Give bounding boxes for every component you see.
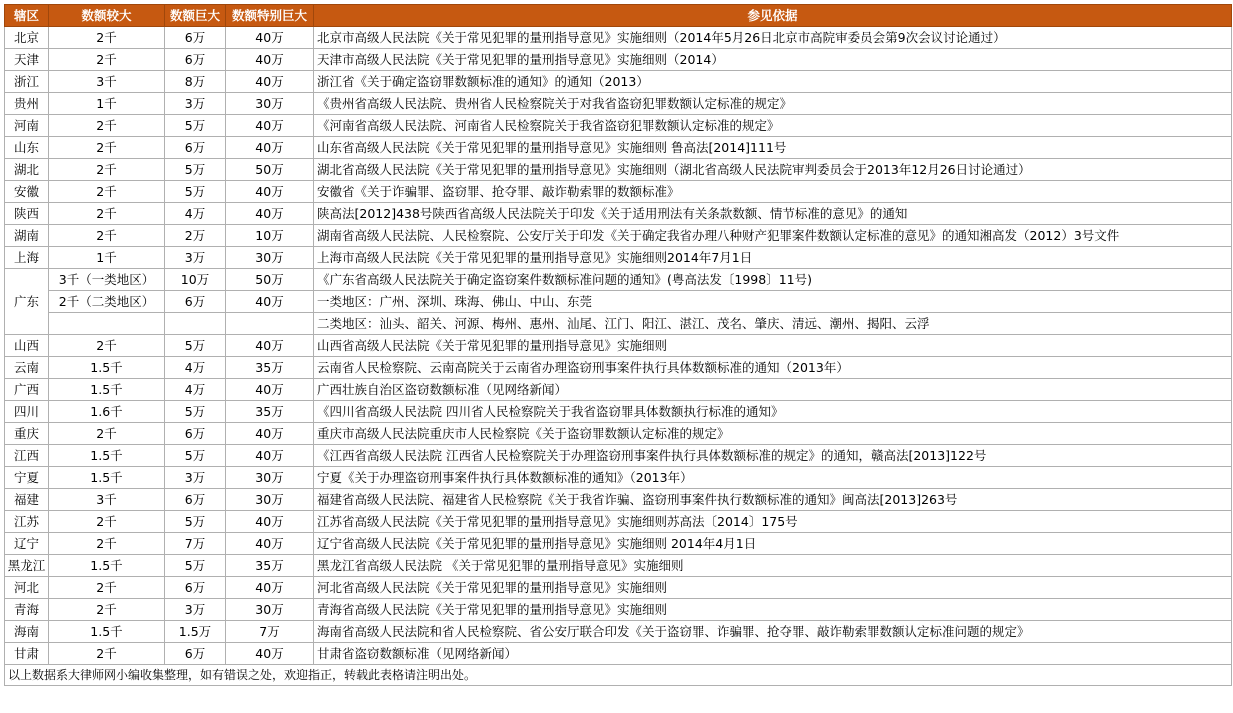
xhuge-cell: 40万 — [226, 49, 314, 71]
xhuge-cell: 30万 — [226, 93, 314, 115]
header-xhuge: 数额特别巨大 — [226, 5, 314, 27]
table-row — [5, 423, 1232, 445]
huge-cell: 3万 — [165, 467, 226, 489]
xhuge-cell: 30万 — [226, 247, 314, 269]
huge-cell: 10万 — [165, 269, 226, 291]
huge-cell: 5万 — [165, 401, 226, 423]
xhuge-cell: 40万 — [226, 291, 314, 313]
basis-cell: 福建省高级人民法院、福建省人民检察院《关于我省诈骗、盗窃刑事案件执行数额标准的通知》闽高法[2013]263号 — [314, 489, 1232, 511]
region-cell: 黑龙江 — [5, 555, 49, 577]
large-cell: 1.5千 — [49, 357, 165, 379]
table-row — [5, 203, 1232, 225]
basis-cell: 云南省人民检察院、云南高院关于云南省办理盗窃刑事案件执行具体数额标准的通知（2013年） — [314, 357, 1232, 379]
basis-cell: 北京市高级人民法院《关于常见犯罪的量刑指导意见》实施细则（2014年5月26日北京市高院审委员会第9次会议讨论通过） — [314, 27, 1232, 49]
region-cell: 河北 — [5, 577, 49, 599]
large-cell: 3千 — [49, 489, 165, 511]
basis-cell: 陕高法[2012]438号陕西省高级人民法院关于印发《关于适用刑法有关条款数额、情节标准的意见》的通知 — [314, 203, 1232, 225]
huge-cell: 5万 — [165, 115, 226, 137]
basis-cell: 《贵州省高级人民法院、贵州省人民检察院关于对我省盗窃犯罪数额认定标准的规定》 — [314, 93, 1232, 115]
region-cell: 湖南 — [5, 225, 49, 247]
region-cell: 北京 — [5, 27, 49, 49]
large-cell: 2千 — [49, 423, 165, 445]
region-cell: 天津 — [5, 49, 49, 71]
table-row — [5, 71, 1232, 93]
xhuge-cell: 40万 — [226, 379, 314, 401]
region-cell: 青海 — [5, 599, 49, 621]
table-row — [5, 489, 1232, 511]
large-cell: 2千 — [49, 49, 165, 71]
large-cell: 2千 — [49, 533, 165, 555]
region-cell: 辽宁 — [5, 533, 49, 555]
table-body-upper — [5, 27, 1232, 269]
large-cell: 1.5千 — [49, 379, 165, 401]
table-body-lower — [5, 335, 1232, 665]
region-cell: 湖北 — [5, 159, 49, 181]
huge-cell: 1.5万 — [165, 621, 226, 643]
xhuge-cell — [226, 313, 314, 335]
huge-cell: 3万 — [165, 247, 226, 269]
xhuge-cell: 30万 — [226, 467, 314, 489]
xhuge-cell: 35万 — [226, 555, 314, 577]
xhuge-cell: 50万 — [226, 159, 314, 181]
huge-cell: 6万 — [165, 643, 226, 665]
xhuge-cell: 7万 — [226, 621, 314, 643]
basis-cell: 湖南省高级人民法院、人民检察院、公安厅关于印发《关于确定我省办理八种财产犯罪案件数额认定标准的意见》的通知湘高发（2012）3号文件 — [314, 225, 1232, 247]
table-row — [5, 401, 1232, 423]
large-cell: 2千 — [49, 27, 165, 49]
table-row — [5, 555, 1232, 577]
region-cell: 海南 — [5, 621, 49, 643]
region-cell: 安徽 — [5, 181, 49, 203]
huge-cell: 6万 — [165, 577, 226, 599]
region-cell: 宁夏 — [5, 467, 49, 489]
table-row — [5, 49, 1232, 71]
xhuge-cell: 10万 — [226, 225, 314, 247]
large-cell: 2千 — [49, 115, 165, 137]
xhuge-cell: 40万 — [226, 445, 314, 467]
basis-cell: 天津市高级人民法院《关于常见犯罪的量刑指导意见》实施细则（2014） — [314, 49, 1232, 71]
basis-cell: 青海省高级人民法院《关于常见犯罪的量刑指导意见》实施细则 — [314, 599, 1232, 621]
xhuge-cell: 40万 — [226, 511, 314, 533]
table-row — [5, 599, 1232, 621]
huge-cell: 6万 — [165, 49, 226, 71]
huge-cell: 6万 — [165, 291, 226, 313]
table-row — [5, 511, 1232, 533]
large-cell: 1.6千 — [49, 401, 165, 423]
table-row — [5, 577, 1232, 599]
basis-cell: 浙江省《关于确定盗窃罪数额标准的通知》的通知（2013） — [314, 71, 1232, 93]
region-cell: 云南 — [5, 357, 49, 379]
huge-cell — [165, 313, 226, 335]
region-cell: 广东 — [5, 269, 49, 335]
xhuge-cell: 40万 — [226, 533, 314, 555]
table-row — [5, 93, 1232, 115]
basis-cell: 黑龙江省高级人民法院 《关于常见犯罪的量刑指导意见》实施细则 — [314, 555, 1232, 577]
table-row — [5, 467, 1232, 489]
huge-cell: 5万 — [165, 555, 226, 577]
table-row — [5, 643, 1232, 665]
xhuge-cell: 30万 — [226, 489, 314, 511]
basis-cell: 上海市高级人民法院《关于常见犯罪的量刑指导意见》实施细则2014年7月1日 — [314, 247, 1232, 269]
table-row — [5, 269, 1232, 291]
xhuge-cell: 40万 — [226, 115, 314, 137]
table-row — [5, 291, 1232, 313]
large-cell: 2千 — [49, 203, 165, 225]
header-huge: 数额巨大 — [165, 5, 226, 27]
basis-cell: 辽宁省高级人民法院《关于常见犯罪的量刑指导意见》实施细则 2014年4月1日 — [314, 533, 1232, 555]
table-row — [5, 379, 1232, 401]
region-cell: 陕西 — [5, 203, 49, 225]
header-row — [5, 5, 1232, 27]
basis-cell: 山东省高级人民法院《关于常见犯罪的量刑指导意见》实施细则 鲁高法[2014]111号 — [314, 137, 1232, 159]
basis-cell: 安徽省《关于诈骗罪、盗窃罪、抢夺罪、敲诈勒索罪的数额标准》 — [314, 181, 1232, 203]
huge-cell: 5万 — [165, 511, 226, 533]
xhuge-cell: 40万 — [226, 71, 314, 93]
xhuge-cell: 35万 — [226, 401, 314, 423]
header-region: 辖区 — [5, 5, 49, 27]
huge-cell: 3万 — [165, 599, 226, 621]
huge-cell: 5万 — [165, 181, 226, 203]
region-cell: 甘肃 — [5, 643, 49, 665]
region-cell: 江西 — [5, 445, 49, 467]
large-cell: 2千 — [49, 643, 165, 665]
large-cell: 3千（一类地区） — [49, 269, 165, 291]
xhuge-cell: 40万 — [226, 203, 314, 225]
huge-cell: 5万 — [165, 159, 226, 181]
region-cell: 贵州 — [5, 93, 49, 115]
basis-cell: 宁夏《关于办理盗窃刑事案件执行具体数额标准的通知》（2013年） — [314, 467, 1232, 489]
table-row — [5, 445, 1232, 467]
xhuge-cell: 40万 — [226, 577, 314, 599]
header-basis: 参见依据 — [314, 5, 1232, 27]
table-row — [5, 335, 1232, 357]
large-cell: 1.5千 — [49, 445, 165, 467]
huge-cell: 6万 — [165, 423, 226, 445]
xhuge-cell: 40万 — [226, 643, 314, 665]
huge-cell: 6万 — [165, 489, 226, 511]
huge-cell: 5万 — [165, 335, 226, 357]
table-row — [5, 159, 1232, 181]
large-cell: 2千 — [49, 599, 165, 621]
table-row — [5, 621, 1232, 643]
xhuge-cell: 40万 — [226, 181, 314, 203]
basis-cell: 二类地区：汕头、韶关、河源、梅州、惠州、汕尾、江门、阳江、湛江、茂名、肇庆、清远、潮州、揭阳、云浮 — [314, 313, 1232, 335]
region-cell: 广西 — [5, 379, 49, 401]
table-row — [5, 115, 1232, 137]
huge-cell: 3万 — [165, 93, 226, 115]
large-cell: 3千 — [49, 71, 165, 93]
basis-cell: 一类地区：广州、深圳、珠海、佛山、中山、东莞 — [314, 291, 1232, 313]
basis-cell: 湖北省高级人民法院《关于常见犯罪的量刑指导意见》实施细则（湖北省高级人民法院审判委员会于2013年12月26日讨论通过） — [314, 159, 1232, 181]
large-cell: 2千 — [49, 137, 165, 159]
large-cell: 2千（二类地区） — [49, 291, 165, 313]
large-cell: 1千 — [49, 247, 165, 269]
huge-cell: 5万 — [165, 445, 226, 467]
table-row — [5, 533, 1232, 555]
huge-cell: 2万 — [165, 225, 226, 247]
huge-cell: 6万 — [165, 27, 226, 49]
region-cell: 福建 — [5, 489, 49, 511]
region-cell: 山东 — [5, 137, 49, 159]
basis-cell: 《广东省高级人民法院关于确定盗窃案件数额标准问题的通知》(粤高法发〔1998〕11号) — [314, 269, 1232, 291]
large-cell — [49, 313, 165, 335]
large-cell: 2千 — [49, 225, 165, 247]
large-cell: 2千 — [49, 335, 165, 357]
xhuge-cell: 40万 — [226, 27, 314, 49]
footer-row — [5, 665, 1232, 686]
table-row — [5, 357, 1232, 379]
region-cell: 浙江 — [5, 71, 49, 93]
xhuge-cell: 35万 — [226, 357, 314, 379]
large-cell: 2千 — [49, 511, 165, 533]
basis-cell: 《江西省高级人民法院 江西省人民检察院关于办理盗窃刑事案件执行具体数额标准的规定》的通知，赣高法[2013]122号 — [314, 445, 1232, 467]
large-cell: 1千 — [49, 93, 165, 115]
basis-cell: 《河南省高级人民法院、河南省人民检察院关于我省盗窃犯罪数额认定标准的规定》 — [314, 115, 1232, 137]
basis-cell: 山西省高级人民法院《关于常见犯罪的量刑指导意见》实施细则 — [314, 335, 1232, 357]
basis-cell: 重庆市高级人民法院重庆市人民检察院《关于盗窃罪数额认定标准的规定》 — [314, 423, 1232, 445]
huge-cell: 7万 — [165, 533, 226, 555]
huge-cell: 8万 — [165, 71, 226, 93]
huge-cell: 4万 — [165, 379, 226, 401]
table-row — [5, 313, 1232, 335]
basis-cell: 《四川省高级人民法院 四川省人民检察院关于我省盗窃罪具体数额执行标准的通知》 — [314, 401, 1232, 423]
table-row — [5, 27, 1232, 49]
large-cell: 1.5千 — [49, 467, 165, 489]
table-row — [5, 225, 1232, 247]
xhuge-cell: 40万 — [226, 335, 314, 357]
guangdong-block — [5, 269, 1232, 335]
region-cell: 上海 — [5, 247, 49, 269]
xhuge-cell: 30万 — [226, 599, 314, 621]
large-cell: 2千 — [49, 577, 165, 599]
basis-cell: 海南省高级人民法院和省人民检察院、省公安厅联合印发《关于盗窃罪、诈骗罪、抢夺罪、敲诈勒索罪数额认定标准问题的规定》 — [314, 621, 1232, 643]
basis-cell: 广西壮族自治区盗窃数额标准（见网络新闻） — [314, 379, 1232, 401]
xhuge-cell: 50万 — [226, 269, 314, 291]
large-cell: 2千 — [49, 181, 165, 203]
region-cell: 河南 — [5, 115, 49, 137]
theft-threshold-table — [4, 4, 1232, 686]
region-cell: 山西 — [5, 335, 49, 357]
large-cell: 2千 — [49, 159, 165, 181]
header-large: 数额较大 — [49, 5, 165, 27]
region-cell: 重庆 — [5, 423, 49, 445]
huge-cell: 6万 — [165, 137, 226, 159]
large-cell: 1.5千 — [49, 555, 165, 577]
xhuge-cell: 40万 — [226, 423, 314, 445]
huge-cell: 4万 — [165, 203, 226, 225]
xhuge-cell: 40万 — [226, 137, 314, 159]
region-cell: 四川 — [5, 401, 49, 423]
basis-cell: 河北省高级人民法院《关于常见犯罪的量刑指导意见》实施细则 — [314, 577, 1232, 599]
huge-cell: 4万 — [165, 357, 226, 379]
table-row — [5, 181, 1232, 203]
table-row — [5, 247, 1232, 269]
basis-cell: 江苏省高级人民法院《关于常见犯罪的量刑指导意见》实施细则苏高法〔2014〕175号 — [314, 511, 1232, 533]
region-cell: 江苏 — [5, 511, 49, 533]
footer-note: 以上数据系大律师网小编收集整理，如有错误之处，欢迎指正，转载此表格请注明出处。 — [5, 665, 1232, 686]
large-cell: 1.5千 — [49, 621, 165, 643]
table-row — [5, 137, 1232, 159]
basis-cell: 甘肃省盗窃数额标准（见网络新闻） — [314, 643, 1232, 665]
